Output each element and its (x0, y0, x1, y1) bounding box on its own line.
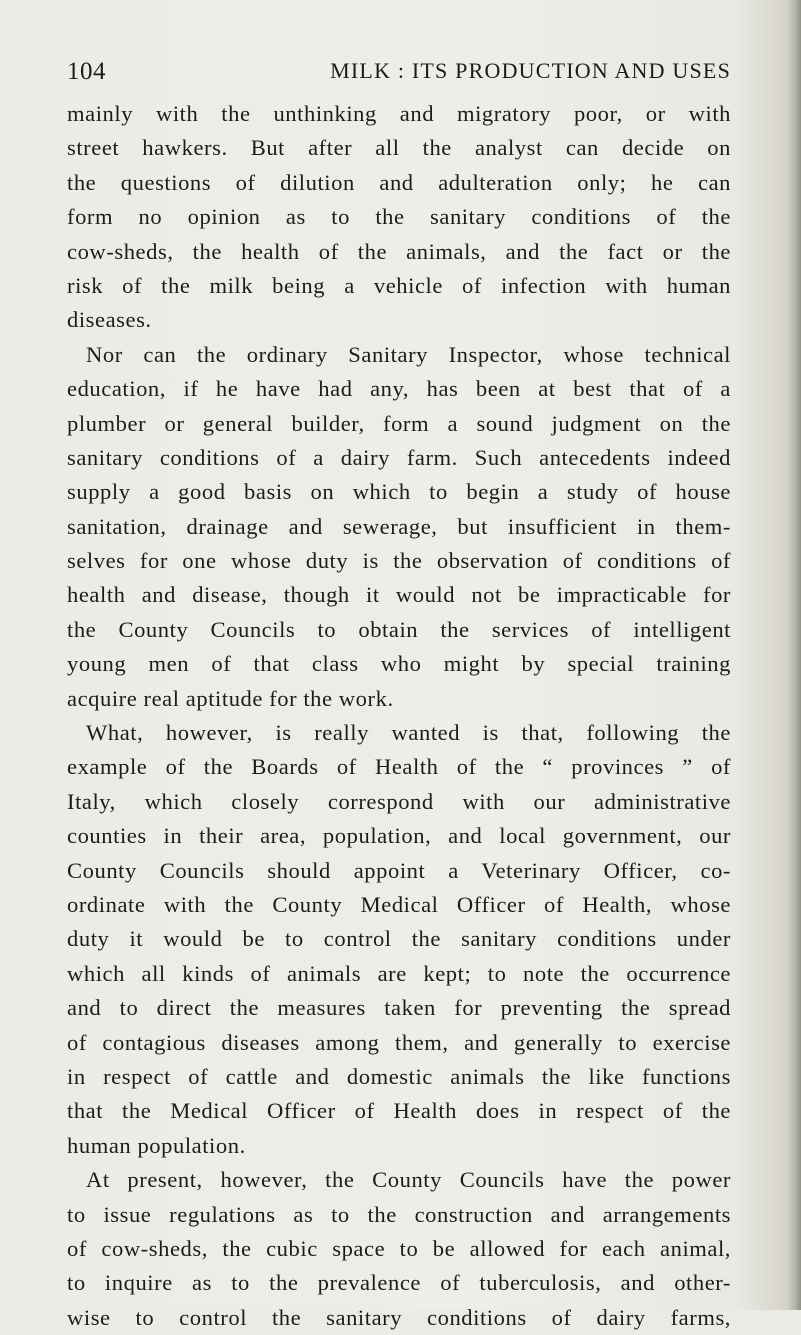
text-line: sanitation, drainage and sewerage, but insufficient in them- (67, 513, 731, 539)
text-line: supply a good basis on which to begin a study of house (67, 479, 731, 505)
text-line: and to direct the measures taken for preventing the spread (67, 995, 731, 1021)
text-line: ordinate with the County Medical Officer of Health, whose (67, 891, 731, 917)
page-number: 104 (67, 58, 106, 85)
text-line: of contagious diseases among them, and generally to exercise (67, 1029, 731, 1055)
text-line: that the Medical Officer of Health does in respect of the (67, 1098, 731, 1124)
text-line: Italy, which closely correspond with our administrative (67, 788, 731, 814)
text-line: health and disease, though it would not be impracticable for (67, 582, 731, 608)
text-line: At present, however, the County Councils have the power (86, 1167, 731, 1193)
text-line: education, if he have had any, has been at best that of a (67, 376, 731, 402)
text-line: selves for one whose duty is the observation of conditions of (67, 548, 731, 574)
text-line: cow-sheds, the health of the animals, and the fact or the (67, 238, 731, 264)
paragraph (67, 716, 731, 1163)
body-text (67, 97, 731, 1335)
text-line: counties in their area, population, and local government, our (67, 823, 731, 849)
text-line: County Councils should appoint a Veterinary Officer, co- (67, 857, 731, 883)
paragraph (67, 1163, 731, 1335)
text-line: sanitary conditions of a dairy farm. Such antecedents indeed (67, 444, 731, 470)
text-line: to inquire as to the prevalence of tuberculosis, and other- (67, 1270, 731, 1296)
paragraph (67, 338, 731, 716)
page-header (67, 58, 731, 90)
text-line: plumber or general builder, form a sound judgment on the (67, 410, 731, 436)
text-line: mainly with the unthinking and migratory poor, or with (67, 101, 731, 126)
text-line: to issue regulations as to the construction and arrangements (67, 1201, 731, 1227)
text-line: human population. (67, 1132, 246, 1158)
paragraph (67, 97, 731, 338)
text-line: the questions of dilution and adulteration only; he can (67, 169, 731, 195)
text-line: Nor can the ordinary Sanitary Inspector, whose technical (86, 341, 731, 367)
text-line: wise to control the sanitary conditions of dairy farms, (67, 1304, 731, 1330)
text-line: street hawkers. But after all the analyst can decide on (67, 135, 731, 161)
text-line: young men of that class who might by special training (67, 651, 731, 677)
text-line: diseases. (67, 307, 152, 333)
text-line: acquire real aptitude for the work. (67, 685, 394, 711)
text-line: which all kinds of animals are kept; to note the occurrence (67, 960, 731, 986)
text-line: form no opinion as to the sanitary conditions of the (67, 204, 731, 230)
text-line: the County Councils to obtain the services of intelligent (67, 616, 731, 642)
text-line: What, however, is really wanted is that, following the (86, 720, 731, 746)
text-line: of cow-sheds, the cubic space to be allowed for each animal, (67, 1235, 731, 1261)
text-line: risk of the milk being a vehicle of infection with human (67, 272, 731, 298)
text-line: duty it would be to control the sanitary conditions under (67, 926, 731, 952)
page-edge-shadow (787, 0, 801, 1310)
text-line: example of the Boards of Health of the “ provinces ” of (67, 754, 731, 780)
running-title: MILK : ITS PRODUCTION AND USES (330, 58, 731, 83)
text-line: in respect of cattle and domestic animals the like functions (67, 1063, 731, 1089)
